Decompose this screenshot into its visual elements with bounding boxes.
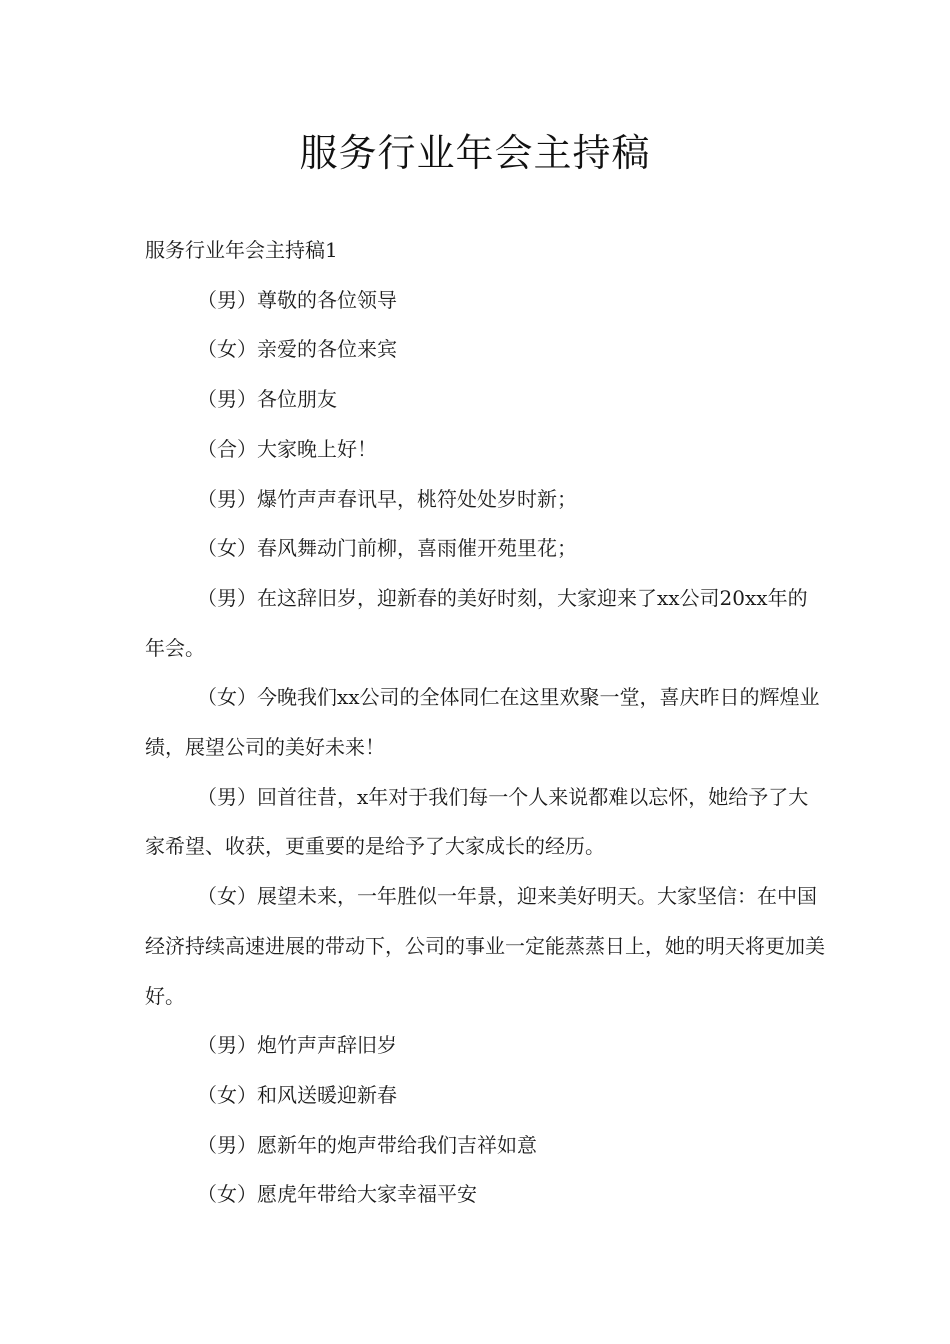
paragraph: （男）尊敬的各位领导 <box>197 287 397 312</box>
paragraph: （男）愿新年的炮声带给我们吉祥如意 <box>197 1132 537 1157</box>
section-heading: 服务行业年会主持稿1 <box>145 238 338 262</box>
paragraph: （女）亲爱的各位来宾 <box>197 337 397 362</box>
document-title: 服务行业年会主持稿 <box>299 131 651 175</box>
paragraph: （男）在这辞旧岁，迎新春的美好时刻，大家迎来了xx公司20xx年的年会。 <box>145 585 808 660</box>
paragraph: （女）愿虎年带给大家幸福平安 <box>197 1182 477 1207</box>
paragraph: （女）展望未来，一年胜似一年景，迎来美好明天。大家坚信：在中国经济持续高速进展的带动下，公司的事业一定能蒸蒸日上，她的明天将更加美好。 <box>145 884 825 1008</box>
paragraph: （女）和风送暖迎新春 <box>197 1082 397 1107</box>
paragraph: （女）今晚我们xx公司的全体同仁在这里欢聚一堂，喜庆昨日的辉煌业绩，展望公司的美好未来！ <box>145 685 820 760</box>
paragraph: （合）大家晚上好！ <box>197 436 377 461</box>
document-body <box>145 226 825 1220</box>
paragraph: （男）炮竹声声辞旧岁 <box>197 1033 397 1058</box>
paragraph: （男）各位朋友 <box>197 387 337 412</box>
paragraph: （男）爆竹声声春讯早，桃符处处岁时新； <box>197 486 577 511</box>
paragraph: （女）春风舞动门前柳，喜雨催开苑里花； <box>197 536 577 561</box>
paragraph: （男）回首往昔，x年对于我们每一个人来说都难以忘怀，她给予了大家希望、收获，更重要的是给予了大家成长的经历。 <box>145 784 809 859</box>
